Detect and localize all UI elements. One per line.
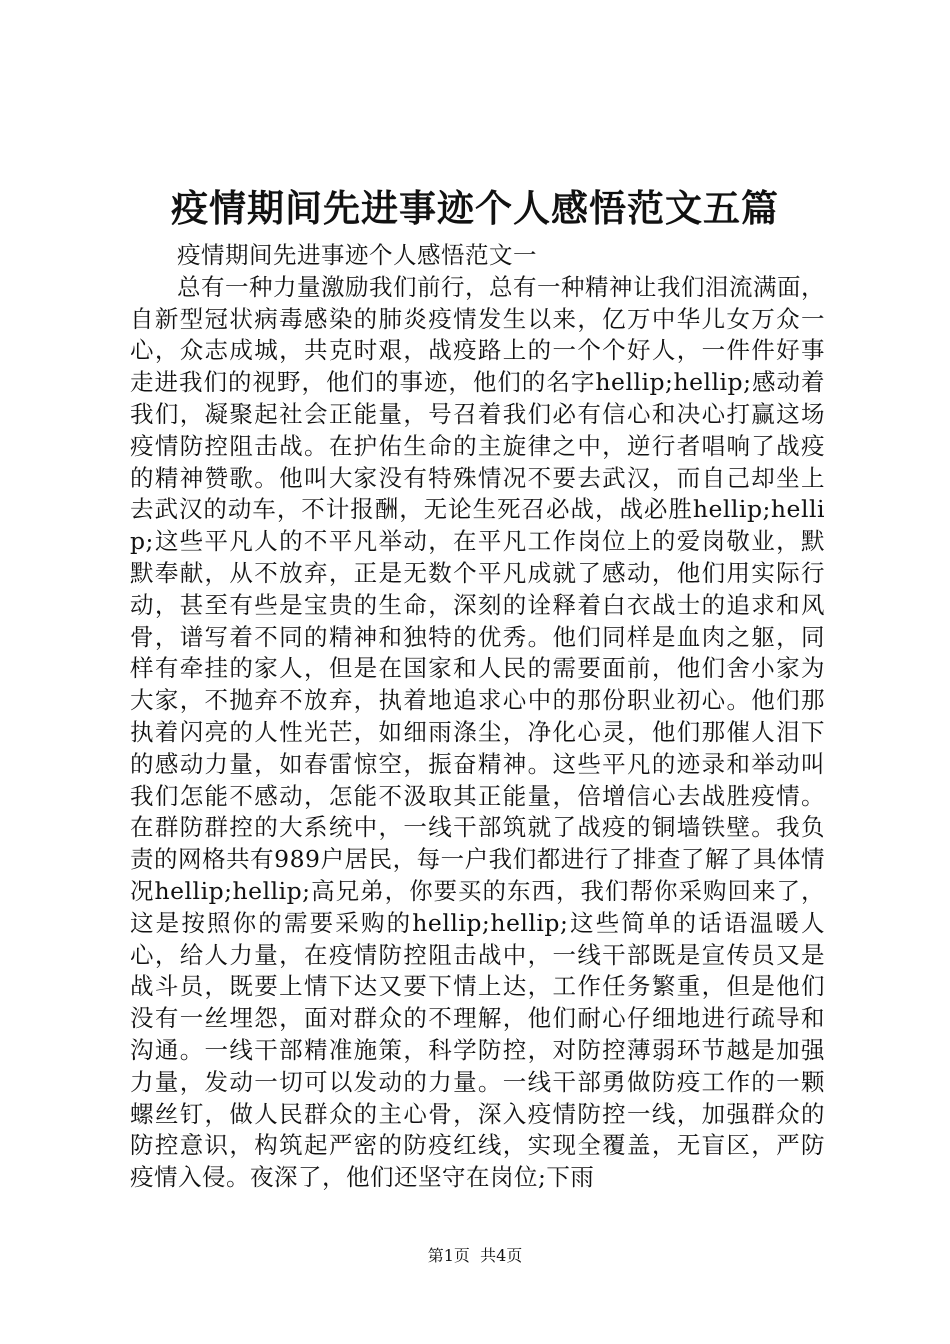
page-number: 第1页 — [427, 1246, 470, 1265]
page-total: 共4页 — [480, 1246, 523, 1265]
section-heading: 疫情期间先进事迹个人感悟范文一 — [177, 241, 537, 269]
document-title: 疫情期间先进事迹个人感悟范文五篇 — [171, 186, 779, 230]
page-footer — [0, 1245, 950, 1267]
document-body — [130, 240, 825, 1194]
body-paragraph: 总有一种力量激励我们前行，总有一种精神让我们泪流满面，自新型冠状病毒感染的肺炎疫情发生以来，亿万中华儿女万众一心，众志成城，共克时艰，战疫路上的一个个好人，一件件好事走进我们的视野，他们的事迹，他们的名字hellip;hellip;感动着我们，凝聚起社会正能量，号召着我们必有信心和决心打赢这场疫情防控阻击战。在护佑生命的主旋律之中，逆行者唱响了战疫的精神赞歌。他叫大家没有特殊情况不要去武汉，而自己却坐上去武汉的动车，不计报酬，无论生死召必战，战必胜hellip;hellip;这些平凡人的不平凡举动，在平凡工作岗位上的爱岗敬业，默默奉献，从不放弃，正是无数个平凡成就了感动，他们用实际行动，甚至有些是宝贵的生命，深刻的诠释着白衣战士的追求和风骨，谱写着不同的精神和独特的优秀。他们同样是血肉之躯，同样有牵挂的家人，但是在国家和人民的需要面前，他们舍小家为大家，不抛弃不放弃，执着地追求心中的那份职业初心。他们那执着闪亮的人性光芒，如细雨涤尘，净化心灵，他们那催人泪下的感动力量，如春雷惊空，振奋精神。这些平凡的迹录和举动叫我们怎能不感动，怎能不汲取其正能量，倍增信心去战胜疫情。在群防群控的大系统中，一线干部筑就了战疫的铜墙铁壁。我负责的网格共有989户居民，每一户我们都进行了排查了解了具体情况hellip;hellip;高兄弟，你要买的东西，我们帮你采购回来了，这是按照你的需要采购的hellip;hellip;这些简单的话语温暖人心，给人力量，在疫情防控阻击战中，一线干部既是宣传员又是战斗员，既要上情下达又要下情上达，工作任务繁重，但是他们没有一丝埋怨，面对群众的不理解，他们耐心仔细地进行疏导和沟通。一线干部精准施策，科学防控，对防控薄弱环节越是加强力量，发动一切可以发动的力量。一线干部勇做防疫工作的一颗螺丝钉，做人民群众的主心骨，深入疫情防控一线，加强群众的防控意识，构筑起严密的防疫红线，实现全覆盖，无盲区，严防疫情入侵。夜深了，他们还坚守在岗位;下雨 — [130, 272, 825, 1192]
